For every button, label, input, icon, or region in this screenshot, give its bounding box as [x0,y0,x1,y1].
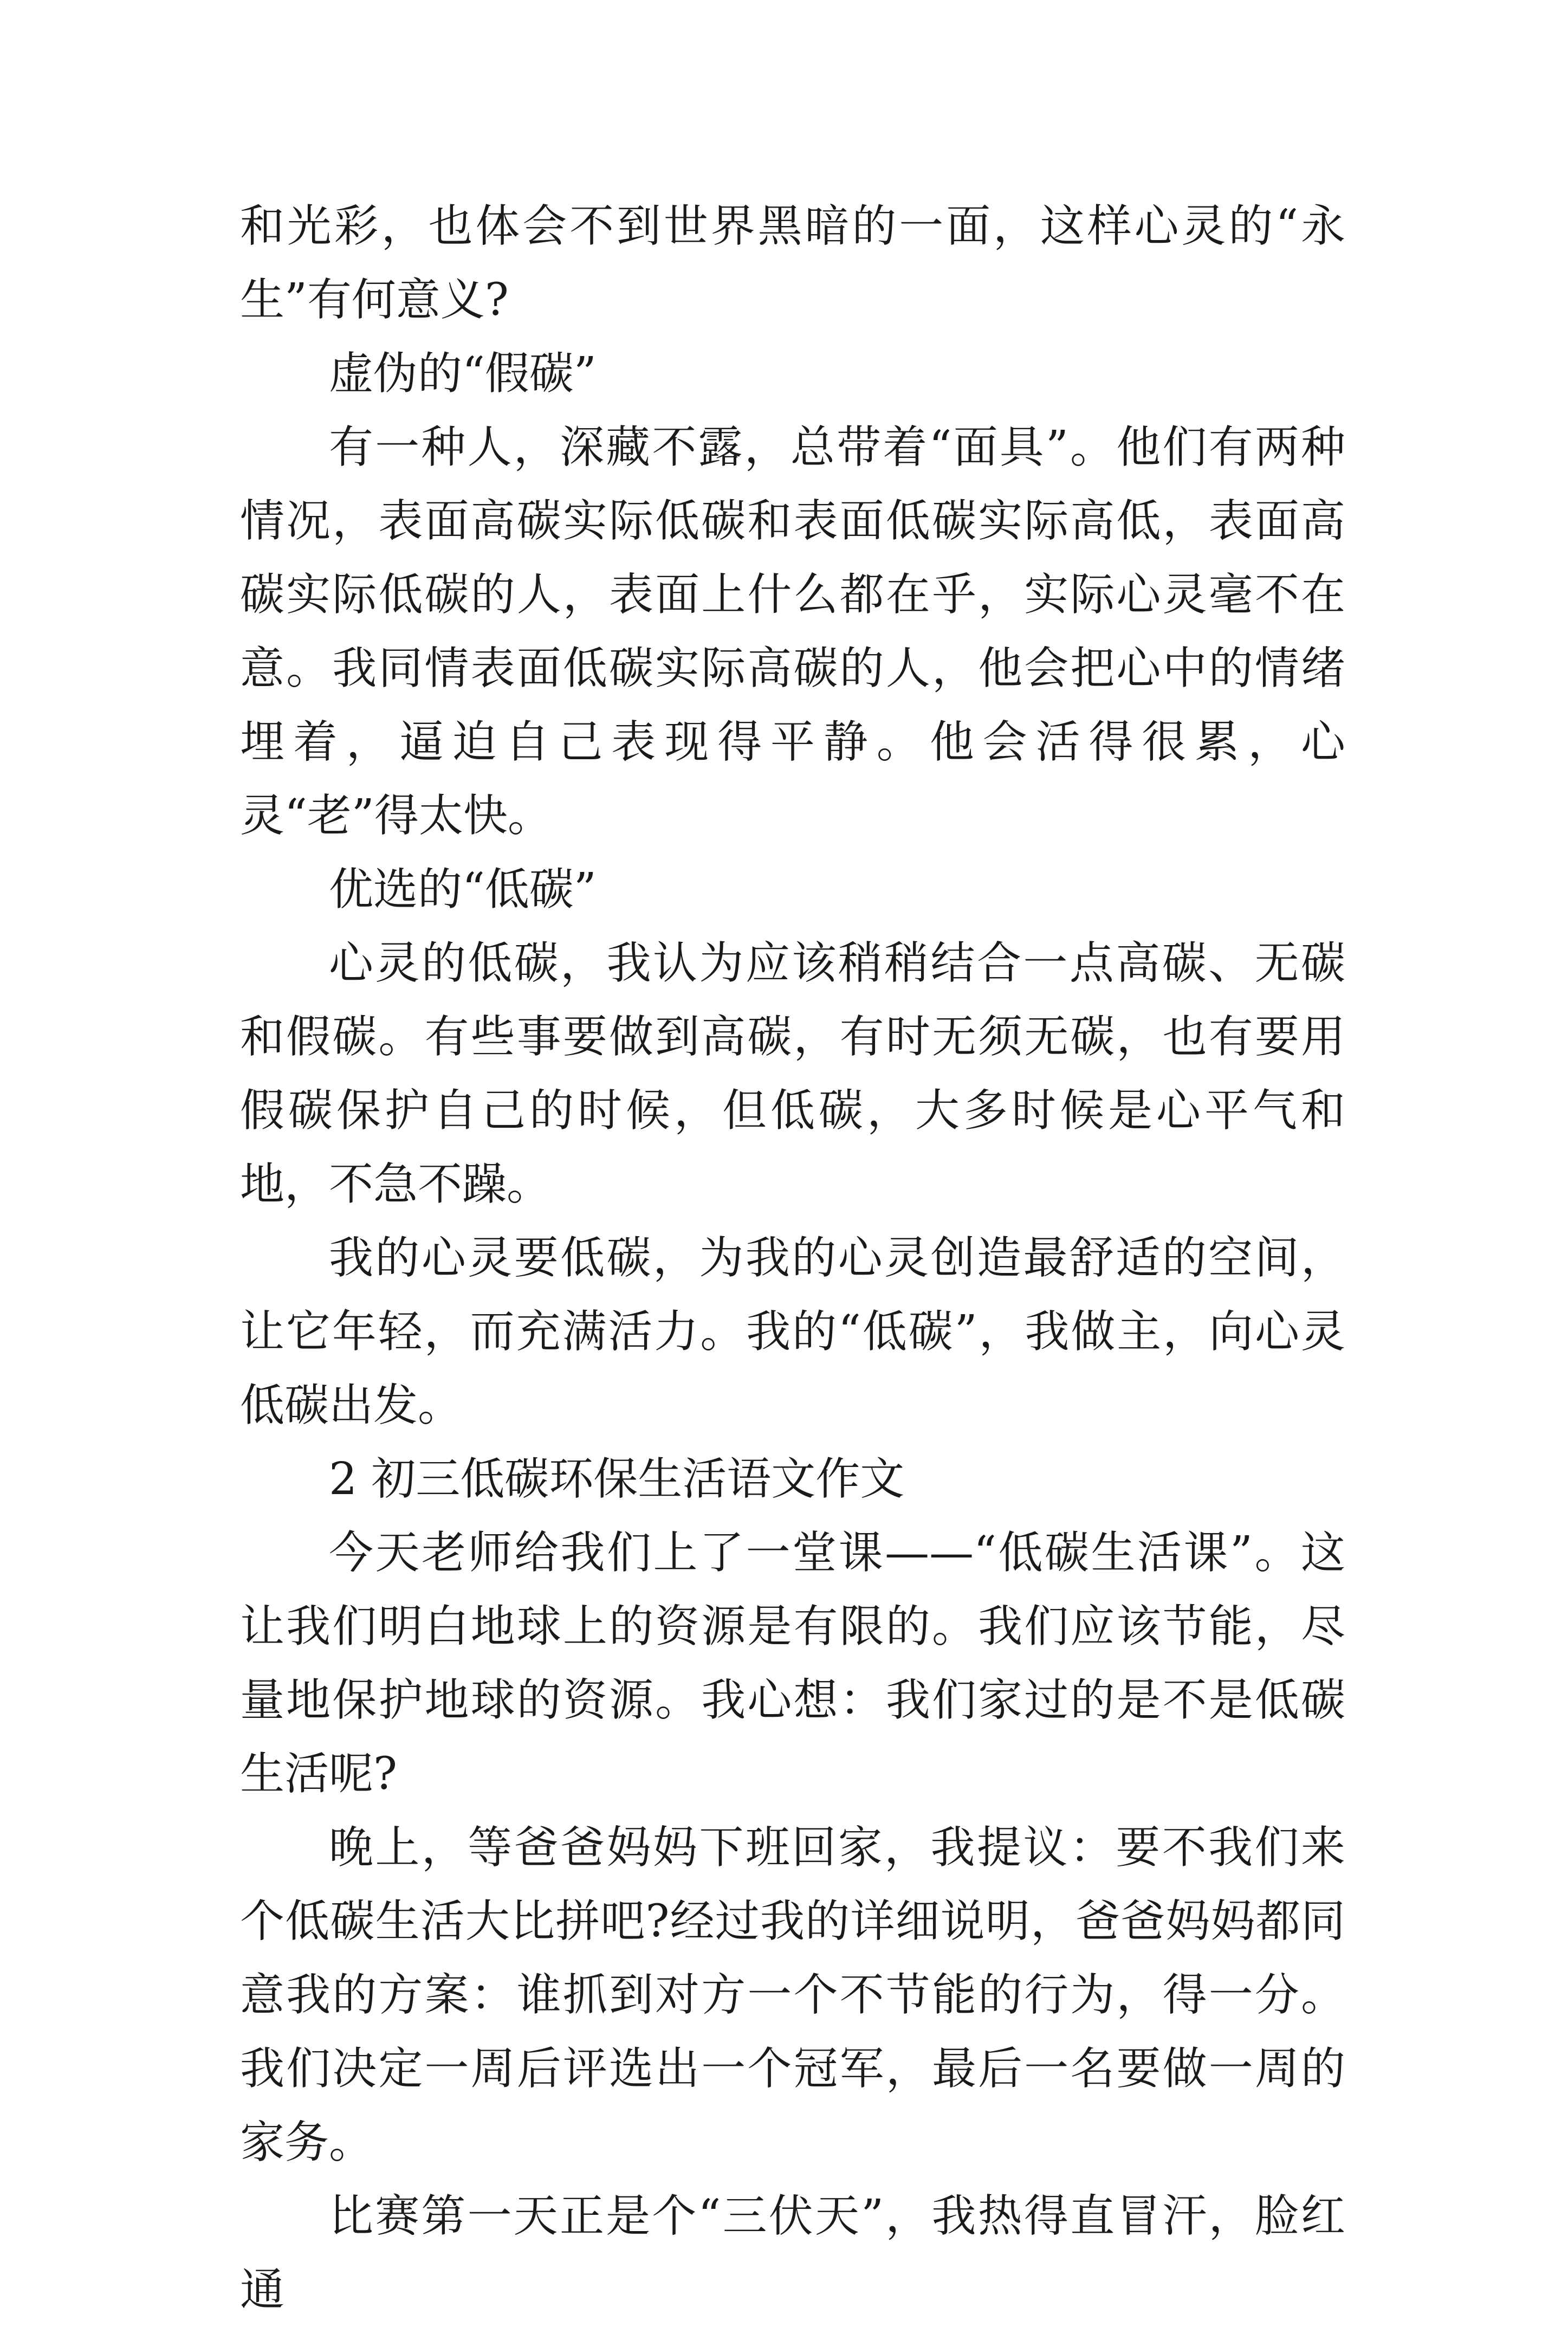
paragraph: 我的心灵要低碳，为我的心灵创造最舒适的空间，让它年轻，而充满活力。我的“低碳”，我做主，向心灵低碳出发。 [240,1232,1345,1431]
essay-title: 2 初三低碳环保生活语文作文 [329,1453,905,1505]
paragraph-continuation: 和光彩，也体会不到世界黑暗的一面，这样心灵的“永生”有何意义? [240,201,1345,326]
paragraph: 有一种人，深藏不露，总带着“面具”。他们有两种情况，表面高碳实际低碳和表面低碳实际高低，表面高碳实际低碳的人，表面上什么都在乎，实际心灵毫不在意。我同情表面低碳实际高碳的人，他会把心中的情绪埋着，逼迫自己表现得平静。他会活得很累，心灵“老”得太快。 [240,422,1345,842]
section-heading-low-carbon: 优选的“低碳” [329,864,597,915]
document-body [240,190,1345,2327]
paragraph: 晚上，等爸爸妈妈下班回家，我提议：要不我们来个低碳生活大比拼吧?经过我的详细说明，爸爸妈妈都同意我的方案：谁抓到对方一个不节能的行为，得一分。我们决定一周后评选出一个冠军，最后一名要做一周的家务。 [240,1822,1345,2168]
section-heading-fake-carbon: 虚伪的“假碳” [329,348,597,399]
paragraph: 比赛第一天正是个“三伏天”，我热得直冒汗，脸红通 [240,2190,1345,2316]
paragraph: 心灵的低碳，我认为应该稍稍结合一点高碳、无碳和假碳。有些事要做到高碳，有时无须无碳，也有要用假碳保护自己的时候，但低碳，大多时候是心平气和地，不急不躁。 [240,938,1345,1210]
paragraph: 今天老师给我们上了一堂课——“低碳生活课”。这让我们明白地球上的资源是有限的。我们应该节能，尽量地保护地球的资源。我心想：我们家过的是不是低碳生活呢? [240,1527,1345,1800]
